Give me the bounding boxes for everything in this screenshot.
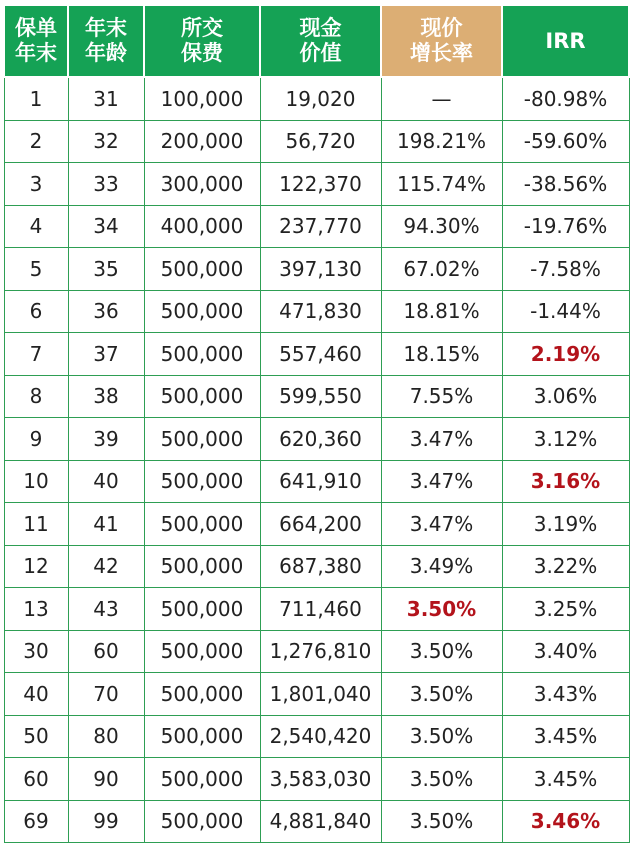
cell-irr: -38.56% bbox=[502, 163, 629, 206]
table-row bbox=[4, 460, 629, 503]
cell-age: 31 bbox=[68, 77, 144, 120]
cell-policy-year: 7 bbox=[4, 333, 68, 376]
cell-policy-year: 9 bbox=[4, 418, 68, 461]
cell-premium-paid: 500,000 bbox=[144, 333, 260, 376]
cell-premium-paid: 500,000 bbox=[144, 800, 260, 843]
cell-premium-paid: 500,000 bbox=[144, 418, 260, 461]
cell-growth-rate: 3.50% bbox=[381, 673, 502, 716]
cell-irr: -1.44% bbox=[502, 290, 629, 333]
cell-age: 43 bbox=[68, 588, 144, 631]
table-row bbox=[4, 630, 629, 673]
header-cash-value: 现金 价值 bbox=[260, 5, 381, 77]
table-row bbox=[4, 77, 629, 120]
cell-cash-value: 711,460 bbox=[260, 588, 381, 631]
table-row bbox=[4, 588, 629, 631]
cell-age: 80 bbox=[68, 715, 144, 758]
cell-irr: -80.98% bbox=[502, 77, 629, 120]
cell-policy-year: 40 bbox=[4, 673, 68, 716]
table-row bbox=[4, 503, 629, 546]
cell-growth-rate: — bbox=[381, 77, 502, 120]
cell-growth-rate: 198.21% bbox=[381, 120, 502, 163]
cell-cash-value: 687,380 bbox=[260, 545, 381, 588]
cell-growth-rate: 18.15% bbox=[381, 333, 502, 376]
table-row bbox=[4, 545, 629, 588]
cell-growth-rate: 3.50% bbox=[381, 715, 502, 758]
header-cash-value-growth: 现价 增长率 bbox=[381, 5, 502, 77]
cell-policy-year: 12 bbox=[4, 545, 68, 588]
cell-policy-year: 60 bbox=[4, 758, 68, 801]
cell-premium-paid: 300,000 bbox=[144, 163, 260, 206]
cell-age: 42 bbox=[68, 545, 144, 588]
cell-premium-paid: 500,000 bbox=[144, 248, 260, 291]
cell-irr: 3.19% bbox=[502, 503, 629, 546]
cell-policy-year: 8 bbox=[4, 375, 68, 418]
cell-premium-paid: 100,000 bbox=[144, 77, 260, 120]
cell-cash-value: 1,276,810 bbox=[260, 630, 381, 673]
cell-cash-value: 19,020 bbox=[260, 77, 381, 120]
cell-irr: 3.06% bbox=[502, 375, 629, 418]
cell-irr: 3.45% bbox=[502, 758, 629, 801]
cell-premium-paid: 500,000 bbox=[144, 503, 260, 546]
cell-cash-value: 471,830 bbox=[260, 290, 381, 333]
cell-cash-value: 122,370 bbox=[260, 163, 381, 206]
cell-policy-year: 5 bbox=[4, 248, 68, 291]
header-premium-paid: 所交 保费 bbox=[144, 5, 260, 77]
cell-irr: 3.45% bbox=[502, 715, 629, 758]
cell-premium-paid: 500,000 bbox=[144, 630, 260, 673]
cell-cash-value: 2,540,420 bbox=[260, 715, 381, 758]
cell-cash-value: 664,200 bbox=[260, 503, 381, 546]
cell-irr: 3.12% bbox=[502, 418, 629, 461]
table-row bbox=[4, 205, 629, 248]
cell-age: 90 bbox=[68, 758, 144, 801]
cell-growth-rate: 18.81% bbox=[381, 290, 502, 333]
table-row bbox=[4, 418, 629, 461]
cell-policy-year: 69 bbox=[4, 800, 68, 843]
cell-premium-paid: 200,000 bbox=[144, 120, 260, 163]
table-row bbox=[4, 120, 629, 163]
cell-policy-year: 3 bbox=[4, 163, 68, 206]
cell-cash-value: 56,720 bbox=[260, 120, 381, 163]
cell-cash-value: 620,360 bbox=[260, 418, 381, 461]
table-row bbox=[4, 290, 629, 333]
table-row bbox=[4, 673, 629, 716]
table-body bbox=[4, 77, 629, 843]
cell-cash-value: 557,460 bbox=[260, 333, 381, 376]
cell-premium-paid: 500,000 bbox=[144, 290, 260, 333]
cell-premium-paid: 500,000 bbox=[144, 375, 260, 418]
cash-value-table bbox=[3, 4, 630, 843]
cell-policy-year: 11 bbox=[4, 503, 68, 546]
cell-policy-year: 50 bbox=[4, 715, 68, 758]
cell-cash-value: 1,801,040 bbox=[260, 673, 381, 716]
cell-irr: -7.58% bbox=[502, 248, 629, 291]
cell-irr: 3.46% bbox=[502, 800, 629, 843]
cell-irr: 3.22% bbox=[502, 545, 629, 588]
cell-irr: -59.60% bbox=[502, 120, 629, 163]
cell-cash-value: 641,910 bbox=[260, 460, 381, 503]
cell-age: 34 bbox=[68, 205, 144, 248]
header-policy-year: 保单 年末 bbox=[4, 5, 68, 77]
cell-cash-value: 599,550 bbox=[260, 375, 381, 418]
cell-growth-rate: 94.30% bbox=[381, 205, 502, 248]
table-row bbox=[4, 758, 629, 801]
table-row bbox=[4, 333, 629, 376]
cell-age: 99 bbox=[68, 800, 144, 843]
cell-age: 37 bbox=[68, 333, 144, 376]
cell-growth-rate: 3.47% bbox=[381, 503, 502, 546]
table-header bbox=[4, 5, 629, 77]
cell-irr: 3.16% bbox=[502, 460, 629, 503]
cell-age: 33 bbox=[68, 163, 144, 206]
cell-growth-rate: 115.74% bbox=[381, 163, 502, 206]
cell-policy-year: 6 bbox=[4, 290, 68, 333]
cell-age: 39 bbox=[68, 418, 144, 461]
cell-policy-year: 1 bbox=[4, 77, 68, 120]
table-row bbox=[4, 800, 629, 843]
cell-age: 36 bbox=[68, 290, 144, 333]
cell-cash-value: 237,770 bbox=[260, 205, 381, 248]
cell-age: 35 bbox=[68, 248, 144, 291]
cell-cash-value: 4,881,840 bbox=[260, 800, 381, 843]
cell-irr: 3.43% bbox=[502, 673, 629, 716]
cell-policy-year: 2 bbox=[4, 120, 68, 163]
cell-growth-rate: 3.50% bbox=[381, 588, 502, 631]
cell-age: 70 bbox=[68, 673, 144, 716]
cell-age: 40 bbox=[68, 460, 144, 503]
table-row bbox=[4, 375, 629, 418]
table-row bbox=[4, 248, 629, 291]
header-irr: IRR bbox=[502, 5, 629, 77]
cell-irr: 2.19% bbox=[502, 333, 629, 376]
cell-growth-rate: 3.47% bbox=[381, 460, 502, 503]
cell-cash-value: 3,583,030 bbox=[260, 758, 381, 801]
header-age: 年末 年龄 bbox=[68, 5, 144, 77]
cell-growth-rate: 3.50% bbox=[381, 800, 502, 843]
cell-policy-year: 4 bbox=[4, 205, 68, 248]
table-row bbox=[4, 715, 629, 758]
cell-premium-paid: 500,000 bbox=[144, 588, 260, 631]
cell-age: 32 bbox=[68, 120, 144, 163]
cell-growth-rate: 67.02% bbox=[381, 248, 502, 291]
cell-cash-value: 397,130 bbox=[260, 248, 381, 291]
cell-age: 60 bbox=[68, 630, 144, 673]
cell-growth-rate: 7.55% bbox=[381, 375, 502, 418]
cell-premium-paid: 500,000 bbox=[144, 673, 260, 716]
table-row bbox=[4, 163, 629, 206]
cell-age: 41 bbox=[68, 503, 144, 546]
cell-premium-paid: 500,000 bbox=[144, 545, 260, 588]
cell-premium-paid: 500,000 bbox=[144, 460, 260, 503]
cell-premium-paid: 500,000 bbox=[144, 758, 260, 801]
cell-irr: 3.25% bbox=[502, 588, 629, 631]
cell-growth-rate: 3.50% bbox=[381, 758, 502, 801]
cell-irr: -19.76% bbox=[502, 205, 629, 248]
cell-age: 38 bbox=[68, 375, 144, 418]
cell-irr: 3.40% bbox=[502, 630, 629, 673]
cell-growth-rate: 3.47% bbox=[381, 418, 502, 461]
cell-growth-rate: 3.49% bbox=[381, 545, 502, 588]
cell-premium-paid: 500,000 bbox=[144, 715, 260, 758]
cell-policy-year: 30 bbox=[4, 630, 68, 673]
cell-growth-rate: 3.50% bbox=[381, 630, 502, 673]
header-row bbox=[4, 5, 629, 77]
cell-premium-paid: 400,000 bbox=[144, 205, 260, 248]
cell-policy-year: 10 bbox=[4, 460, 68, 503]
cell-policy-year: 13 bbox=[4, 588, 68, 631]
